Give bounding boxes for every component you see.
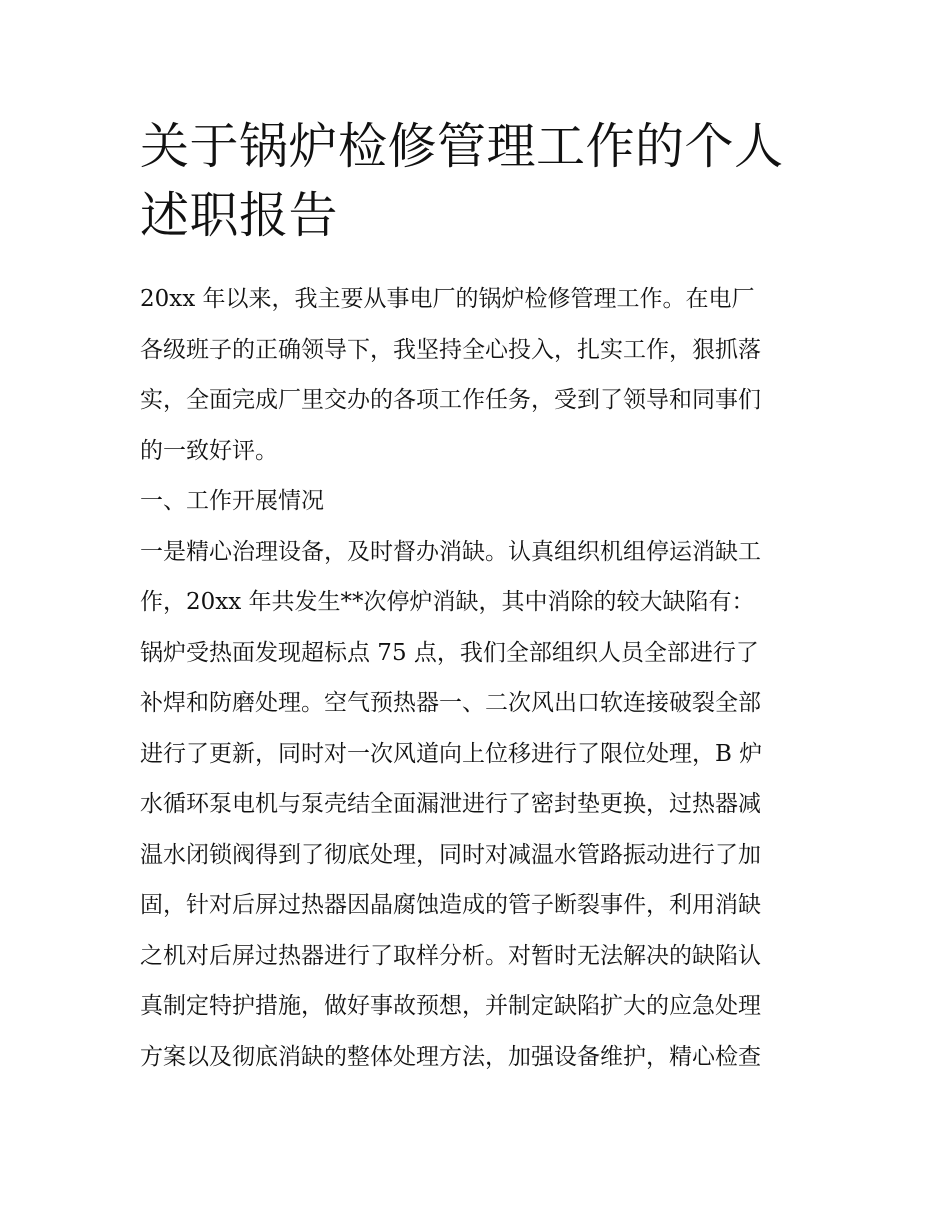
paragraph-line: 各级班子的正确领导下，我坚持全心投入，扎实工作，狠抓落: [140, 336, 761, 363]
paragraph-line: 真制定特护措施，做好事故预想，并制定缺陷扩大的应急处理: [140, 993, 761, 1019]
paragraph-line: 20xx 年以来，我主要从事电厂的锅炉检修管理工作。在电厂: [140, 286, 755, 312]
paragraph-line: 补焊和防磨处理。空气预热器一、二次风出口软连接破裂全部: [140, 690, 761, 716]
title-line: 关于锅炉检修管理工作的个人: [140, 118, 784, 175]
paragraph-line: 锅炉受热面发现超标点 75 点，我们全部组织人员全部进行了: [140, 639, 759, 666]
paragraph-line: 温水闭锁阀得到了彻底处理，同时对减温水管路振动进行了加: [140, 841, 761, 868]
paragraph-line: 固，针对后屏过热器因晶腐蚀造成的管子断裂事件，利用消缺: [140, 892, 761, 918]
paragraph-line: 实，全面完成厂里交办的各项工作任务，受到了领导和同事们: [140, 387, 761, 413]
paragraph-line: 进行了更新，同时对一次风道向上位移进行了限位处理，B 炉: [140, 740, 763, 767]
paragraph-line: 之机对后屏过热器进行了取样分析。对暂时无法解决的缺陷认: [140, 942, 761, 969]
paragraph-line: 作，20xx 年共发生**次停炉消缺，其中消除的较大缺陷有：: [140, 589, 755, 615]
paragraph-line: 的一致好评。: [140, 437, 278, 464]
paragraph-line: 方案以及彻底消缺的整体处理方法，加强设备维护，精心检查: [140, 1043, 761, 1070]
title-line: 述职报告: [140, 187, 339, 244]
document-title: [140, 112, 820, 250]
paragraph-line: 一是精心治理设备，及时督办消缺。认真组织机组停运消缺工: [140, 538, 761, 565]
document-body: [140, 274, 820, 1082]
paragraph-line: 水循环泵电机与泵壳结全面漏泄进行了密封垫更换，过热器减: [140, 791, 761, 817]
document-page: [140, 112, 820, 1082]
section-heading: 一、工作开展情况: [140, 488, 324, 514]
